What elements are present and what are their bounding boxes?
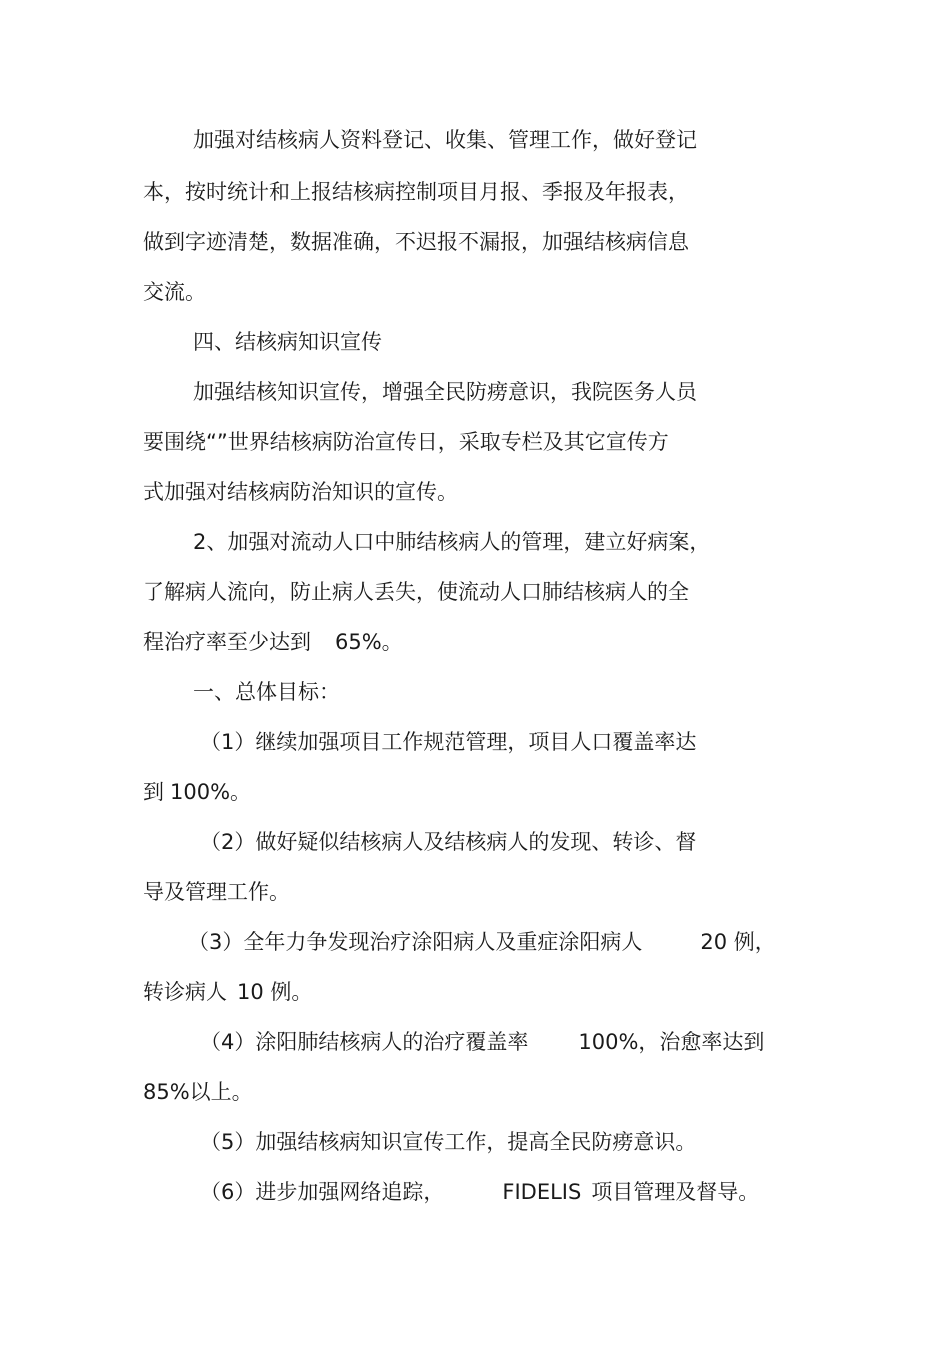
text-run: 2、加强对流动人口中肺结核病人的管理，建立好病案， [193, 530, 711, 554]
list-item [200, 1130, 696, 1154]
text-run: 了解病人流向，防止病人丢失，使流动人口肺结核病人的全 [143, 580, 689, 604]
text-run: （1）继续加强项目工作规范管理，项目人口覆盖率达 [200, 730, 697, 754]
text-run: 一、总体目标： [193, 680, 340, 704]
text-run: 程治疗率至少达到 [143, 630, 311, 654]
text-run: 加强结核知识宣传，增强全民防痨意识，我院医务人员 [193, 380, 697, 404]
text-run: 转诊病人 [143, 980, 227, 1004]
text-run: 到 [143, 780, 164, 804]
text-run: 交流。 [143, 280, 206, 304]
section-heading [193, 680, 340, 704]
text-run: 100%，治愈率达到 [578, 1030, 765, 1054]
paragraph-line [143, 1080, 253, 1104]
paragraph-line [143, 630, 403, 654]
list-item [188, 930, 776, 954]
section-heading [193, 330, 382, 354]
text-run: 导及管理工作。 [143, 880, 290, 904]
text-run: 100%。 [170, 780, 252, 804]
list-item [200, 830, 696, 854]
paragraph-line [143, 780, 251, 804]
paragraph-line [143, 280, 206, 304]
text-run: 加强对结核病人资料登记、收集、管理工作，做好登记 [193, 128, 697, 152]
paragraph-line [193, 380, 697, 404]
list-item [200, 1180, 759, 1204]
text-run: 10 例。 [237, 980, 313, 1004]
paragraph-line [143, 230, 689, 254]
paragraph-line [143, 980, 312, 1004]
text-run: 式加强对结核病防治知识的宣传。 [143, 480, 458, 504]
paragraph-line [193, 128, 697, 152]
text-run: 85%以上。 [143, 1080, 253, 1104]
text-run: 65%。 [335, 630, 403, 654]
text-run: 做到字迹清楚，数据准确，不迟报不漏报，加强结核病信息 [143, 230, 689, 254]
paragraph-line [143, 580, 689, 604]
paragraph-line [143, 880, 290, 904]
text-run: 四、结核病知识宣传 [193, 330, 382, 354]
text-run: （2）做好疑似结核病人及结核病人的发现、转诊、督 [200, 830, 697, 854]
text-run: （3）全年力争发现治疗涂阳病人及重症涂阳病人 [188, 930, 643, 954]
text-run: （6）进步加强网络追踪， [200, 1180, 445, 1204]
paragraph-line [143, 430, 669, 454]
paragraph-line [143, 480, 458, 504]
text-run: 本，按时统计和上报结核病控制项目月报、季报及年报表， [143, 180, 689, 204]
text-run: 20 例， [700, 930, 776, 954]
text-run: （4）涂阳肺结核病人的治疗覆盖率 [200, 1030, 529, 1054]
list-item [200, 1030, 764, 1054]
text-run: 要围绕“”世界结核病防治宣传日，采取专栏及其它宣传方 [143, 430, 669, 454]
paragraph-line [143, 180, 689, 204]
text-run: 项目管理及督导。 [591, 1180, 760, 1204]
list-item [200, 730, 696, 754]
text-run: （5）加强结核病知识宣传工作，提高全民防痨意识。 [200, 1130, 697, 1154]
paragraph-line [193, 530, 710, 554]
text-run: FIDELIS [502, 1180, 582, 1204]
